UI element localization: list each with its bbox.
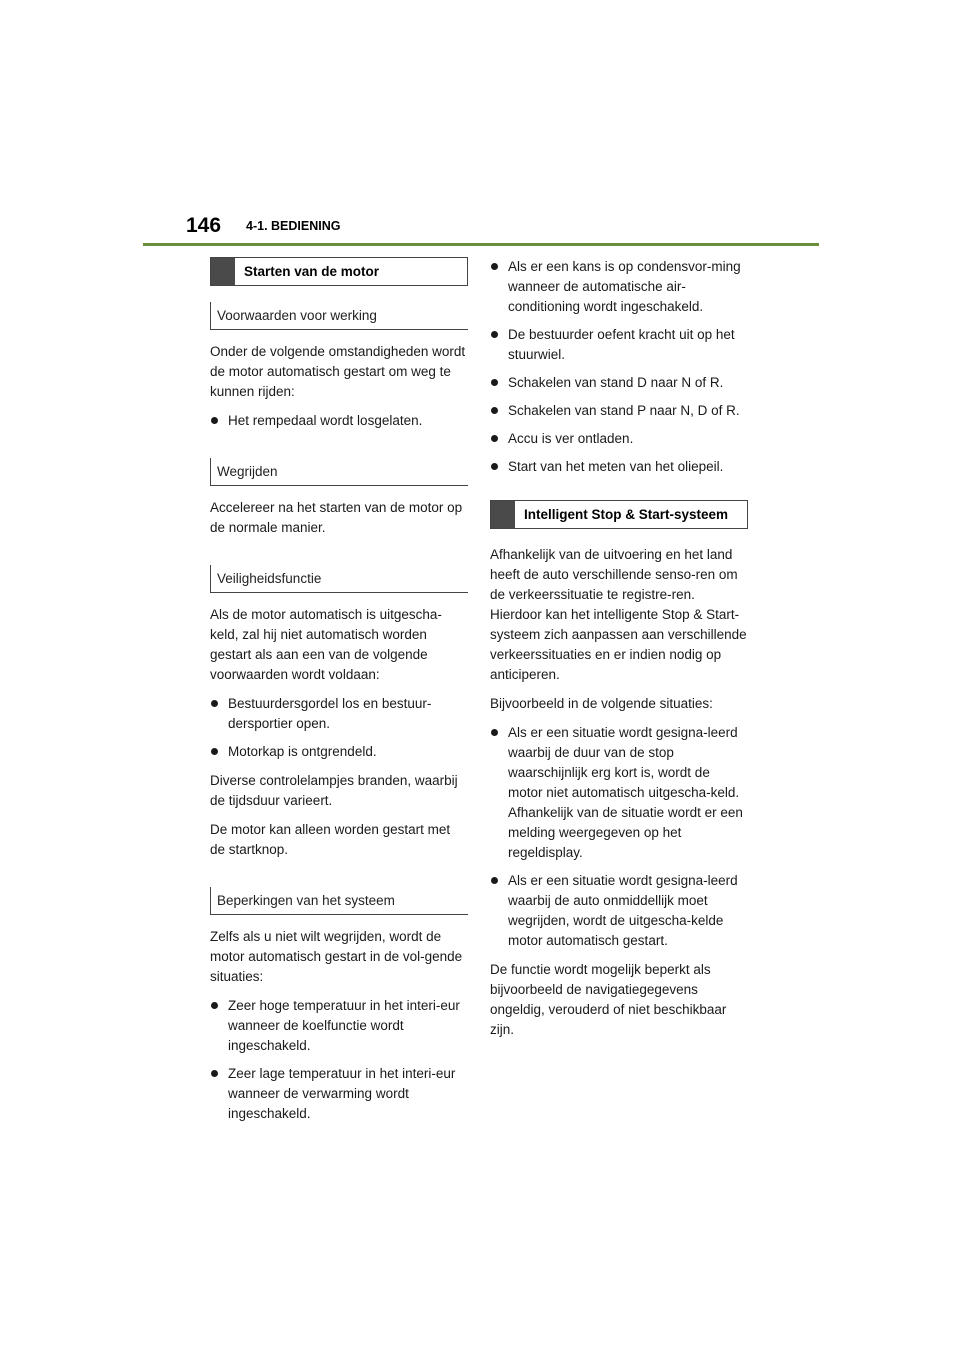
paragraph: Diverse controlelampjes branden, waarbij de tijdsduur varieert. <box>210 773 458 808</box>
list-item: Accu is ver ontladen. <box>490 429 748 449</box>
list-item: Het rempedaal wordt losgelaten. <box>210 411 468 431</box>
paragraph: Onder de volgende omstandigheden wordt de motor automatisch gestart om weg te kunnen rijden: <box>210 344 466 399</box>
left-column <box>210 257 468 1133</box>
bullet-icon <box>491 331 498 338</box>
bullet-icon <box>491 463 498 470</box>
bullet-list <box>210 694 468 762</box>
subheading-wegrijden: Wegrijden <box>210 458 468 486</box>
bullet-icon <box>491 877 498 884</box>
bullet-icon <box>491 729 498 736</box>
list-item: Als er een kans is op condensvor-ming wanneer de automatische air-conditioning wordt ingeschakeld. <box>490 257 748 317</box>
bullet-list <box>210 996 468 1124</box>
paragraph: Zelfs als u niet wilt wegrijden, wordt de motor automatisch gestart in de vol-gende situaties: <box>210 929 463 984</box>
chapter-reference: 4-1. BEDIENING <box>246 219 341 233</box>
bullet-list <box>490 723 748 951</box>
list-item: Motorkap is ontgrendeld. <box>210 742 468 762</box>
list-item: Start van het meten van het oliepeil. <box>490 457 748 477</box>
bullet-icon <box>491 435 498 442</box>
list-item: Zeer hoge temperatuur in het interi-eur wanneer de koelfunctie wordt ingeschakeld. <box>210 996 468 1056</box>
section-marker <box>211 258 235 285</box>
bullet-list <box>210 411 468 431</box>
paragraph: De motor kan alleen worden gestart met de startknop. <box>210 822 451 857</box>
list-item: Als er een situatie wordt gesigna-leerd waarbij de auto onmiddellijk moet wegrijden, wordt de uitgescha-kelde motor automatisch gestart. <box>490 871 748 951</box>
bullet-icon <box>491 263 498 270</box>
paragraph: Bijvoorbeeld in de volgende situaties: <box>490 696 713 711</box>
bullet-icon <box>211 1070 218 1077</box>
section-title: Starten van de motor <box>244 264 380 279</box>
subheading-beperkingen: Beperkingen van het systeem <box>210 887 468 915</box>
list-item: Bestuurdersgordel los en bestuur-dersportier open. <box>210 694 468 734</box>
header-rule <box>143 243 819 246</box>
section-marker <box>491 501 515 528</box>
list-item: Schakelen van stand P naar N, D of R. <box>490 401 748 421</box>
right-column <box>490 257 748 1049</box>
subheading-veiligheidsfunctie: Veiligheidsfunctie <box>210 565 468 593</box>
list-item: Als er een situatie wordt gesigna-leerd waarbij de duur van de stop waarschijnlijk erg kort is, wordt de motor niet automatisch uitgescha-keld. Afhankelijk van de situatie wordt er een melding weergegeven op het regeldisplay. <box>490 723 748 863</box>
list-item: Schakelen van stand D naar N of R. <box>490 373 748 393</box>
subheading-voorwaarden: Voorwaarden voor werking <box>210 302 468 330</box>
bullet-icon <box>211 700 218 707</box>
paragraph: Als de motor automatisch is uitgescha-keld, zal hij niet automatisch worden gestart als aan een van de volgende voorwaarden wordt voldaan: <box>210 607 442 682</box>
paragraph: Afhankelijk van de uitvoering en het land heeft de auto verschillende senso-ren om de verkeerssituatie te registre-ren. Hierdoor kan het intelligente Stop & Start-systeem zich aanpassen aan verschillende verkeerssituaties en er indien nodig op anticiperen. <box>490 547 747 682</box>
bullet-icon <box>491 379 498 386</box>
page-number: 146 <box>186 214 222 237</box>
paragraph: Accelereer na het starten van de motor op de normale manier. <box>210 500 463 535</box>
section-heading-starten <box>210 257 468 286</box>
bullet-icon <box>491 407 498 414</box>
bullet-icon <box>211 417 218 424</box>
bullet-icon <box>211 748 218 755</box>
section-heading-intelligent-stop-start <box>490 500 748 529</box>
bullet-list <box>490 257 748 477</box>
list-item: Zeer lage temperatuur in het interi-eur wanneer de verwarming wordt ingeschakeld. <box>210 1064 468 1124</box>
bullet-icon <box>211 1002 218 1009</box>
section-title: Intelligent Stop & Start-systeem <box>524 507 729 522</box>
paragraph: De functie wordt mogelijk beperkt als bijvoorbeeld de navigatiegegevens ongeldig, verouderd of niet beschikbaar zijn. <box>490 962 727 1037</box>
list-item: De bestuurder oefent kracht uit op het stuurwiel. <box>490 325 748 365</box>
